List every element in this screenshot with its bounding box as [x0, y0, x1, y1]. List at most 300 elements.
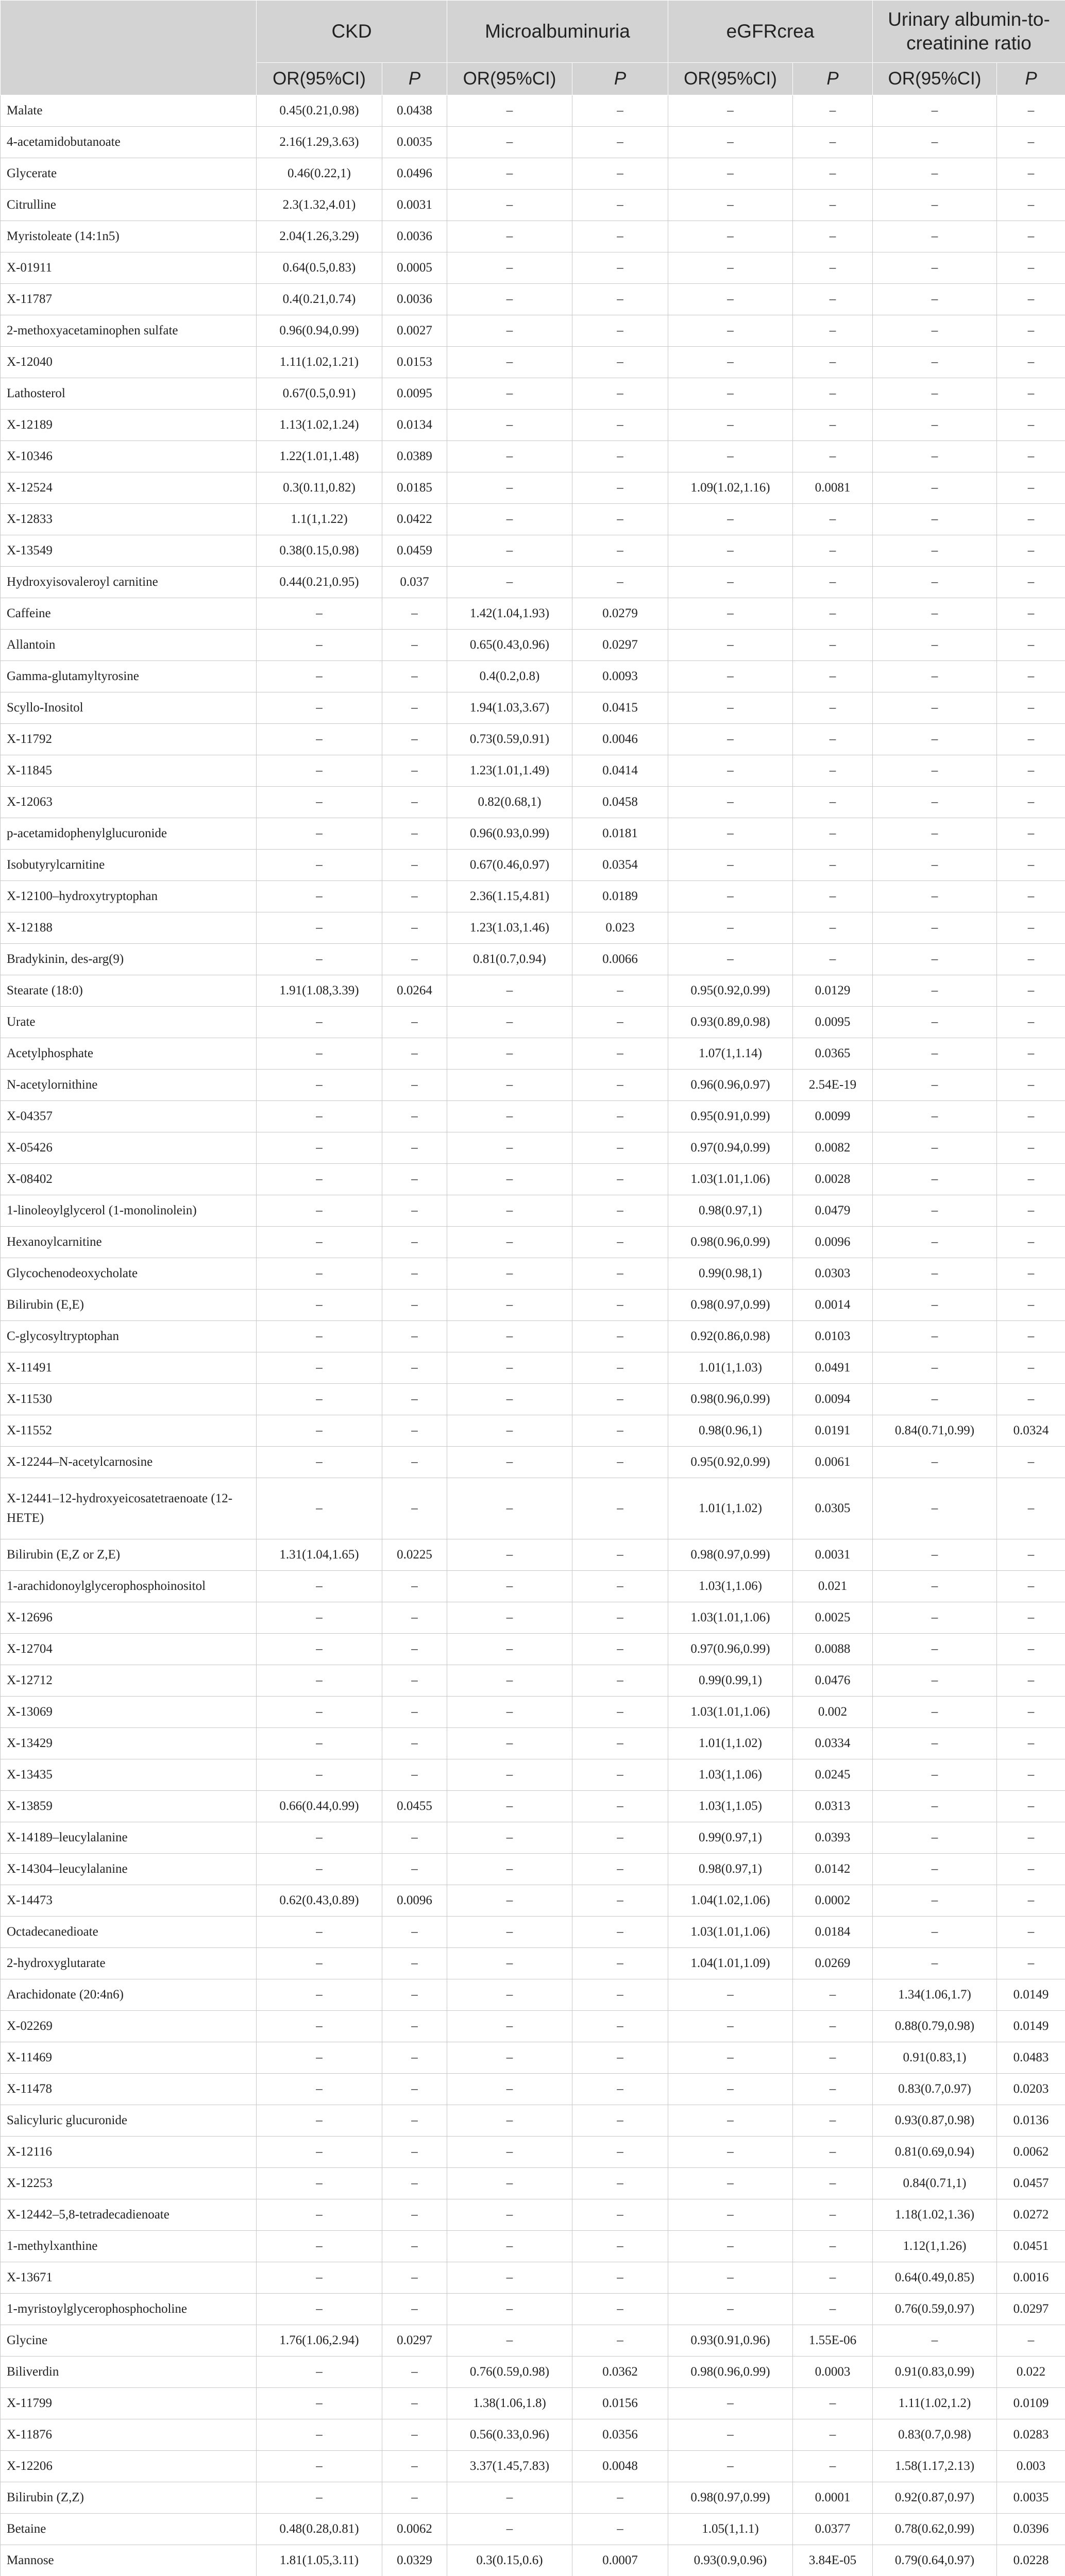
microalbuminuria-p-cell: – [572, 1634, 668, 1665]
ckd-or-cell: 1.31(1.04,1.65) [257, 1539, 382, 1571]
table-row [1, 724, 1065, 755]
metabolite-name-cell: X-12253 [1, 2168, 257, 2199]
uacr-or-cell: – [873, 504, 997, 535]
egfrcrea-or-cell: 0.93(0.89,0.98) [668, 1007, 793, 1038]
egfrcrea-or-cell: 1.03(1,1.06) [668, 1759, 793, 1791]
egfrcrea-or-cell: – [668, 410, 793, 441]
uacr-p-cell: 0.0272 [997, 2199, 1065, 2231]
ckd-or-cell: – [257, 881, 382, 912]
table-row [1, 2419, 1065, 2451]
table-row [1, 1164, 1065, 1195]
egfrcrea-or-cell: 1.04(1.02,1.06) [668, 1885, 793, 1917]
egfrcrea-or-cell: 1.03(1,1.05) [668, 1791, 793, 1822]
uacr-p-cell: – [997, 881, 1065, 912]
uacr-p-cell: – [997, 1101, 1065, 1132]
ckd-or-cell: – [257, 724, 382, 755]
ckd-or-cell: – [257, 2137, 382, 2168]
egfrcrea-or-cell: – [668, 2451, 793, 2482]
uacr-p-cell: 0.0297 [997, 2294, 1065, 2325]
uacr-p-cell: – [997, 95, 1065, 127]
table-row [1, 1447, 1065, 1478]
table-row [1, 284, 1065, 315]
metabolite-name-cell: Stearate (18:0) [1, 975, 257, 1007]
microalbuminuria-or-cell: – [447, 1791, 572, 1822]
microalbuminuria-p-cell: – [572, 284, 668, 315]
ckd-or-cell: 0.3(0.11,0.82) [257, 472, 382, 504]
uacr-or-cell: – [873, 472, 997, 504]
egfrcrea-or-cell: 0.98(0.97,0.99) [668, 2482, 793, 2514]
metabolite-name-cell: X-13429 [1, 1728, 257, 1759]
ckd-or-cell: – [257, 1352, 382, 1384]
metabolite-name-cell: Arachidonate (20:4n6) [1, 1979, 257, 2011]
uacr-p-cell: – [997, 472, 1065, 504]
table-row [1, 1979, 1065, 2011]
egfrcrea-p-cell: – [793, 535, 873, 567]
ckd-p-cell: – [382, 1101, 447, 1132]
ckd-or-cell: 0.45(0.21,0.98) [257, 95, 382, 127]
microalbuminuria-or-cell: – [447, 1728, 572, 1759]
microalbuminuria-or-cell: 1.23(1.01,1.49) [447, 755, 572, 787]
egfrcrea-p-cell: – [793, 2137, 873, 2168]
metabolite-name-cell: X-12116 [1, 2137, 257, 2168]
table-row [1, 95, 1065, 127]
ckd-p-cell: – [382, 850, 447, 881]
microalbuminuria-or-cell: – [447, 1854, 572, 1885]
ckd-p-cell: – [382, 1571, 447, 1602]
uacr-p-cell: – [997, 787, 1065, 818]
egfrcrea-p-cell: 0.0028 [793, 1164, 873, 1195]
metabolite-name-cell: 4-acetamidobutanoate [1, 127, 257, 158]
egfrcrea-p-cell: 0.0305 [793, 1478, 873, 1539]
uacr-p-cell: – [997, 1759, 1065, 1791]
ckd-p-cell: – [382, 1759, 447, 1791]
metabolite-name-cell: X-13859 [1, 1791, 257, 1822]
uacr-or-cell: – [873, 1822, 997, 1854]
uacr-or-cell: – [873, 818, 997, 850]
ckd-or-cell: – [257, 1258, 382, 1290]
metabolite-name-cell: Octadecanedioate [1, 1917, 257, 1948]
microalbuminuria-p-cell: – [572, 535, 668, 567]
uacr-or-cell: 0.83(0.7,0.97) [873, 2074, 997, 2105]
microalbuminuria-p-cell: 0.0007 [572, 2545, 668, 2576]
microalbuminuria-or-cell: – [447, 2514, 572, 2545]
ckd-p-cell: 0.0134 [382, 410, 447, 441]
uacr-or-cell: – [873, 1352, 997, 1384]
table-row [1, 1384, 1065, 1415]
metabolite-name-cell: Scyllo-Inositol [1, 692, 257, 724]
egfrcrea-p-cell: 0.0303 [793, 1258, 873, 1290]
microalbuminuria-p-cell: 0.0415 [572, 692, 668, 724]
egfrcrea-p-cell: – [793, 1979, 873, 2011]
metabolite-name-cell: Biliverdin [1, 2357, 257, 2388]
egfrcrea-or-cell: – [668, 2137, 793, 2168]
egfrcrea-p-cell: 0.0142 [793, 1854, 873, 1885]
ckd-or-cell: – [257, 787, 382, 818]
egfrcrea-p-cell: 3.84E-05 [793, 2545, 873, 2576]
microalbuminuria-or-cell: – [447, 2482, 572, 2514]
microalbuminuria-p-cell: – [572, 1917, 668, 1948]
microalbuminuria-or-cell: 1.38(1.06,1.8) [447, 2388, 572, 2419]
ckd-p-cell: 0.0031 [382, 190, 447, 221]
egfrcrea-p-cell: 2.54E-19 [793, 1070, 873, 1101]
microalbuminuria-or-cell: – [447, 1415, 572, 1447]
microalbuminuria-p-cell: – [572, 1447, 668, 1478]
uacr-or-cell: 0.78(0.62,0.99) [873, 2514, 997, 2545]
ckd-p-cell: – [382, 1822, 447, 1854]
ckd-or-cell: 0.48(0.28,0.81) [257, 2514, 382, 2545]
uacr-p-cell: – [997, 1948, 1065, 1979]
ckd-or-cell: 0.38(0.15,0.98) [257, 535, 382, 567]
egfrcrea-p-cell: – [793, 284, 873, 315]
table-row [1, 347, 1065, 378]
microalbuminuria-or-cell: 0.67(0.46,0.97) [447, 850, 572, 881]
ckd-or-cell: 1.22(1.01,1.48) [257, 441, 382, 472]
uacr-or-cell: – [873, 1038, 997, 1070]
egfrcrea-p-cell: 0.0082 [793, 1132, 873, 1164]
microalbuminuria-p-cell: – [572, 1352, 668, 1384]
microalbuminuria-or-cell: – [447, 1070, 572, 1101]
uacr-or-cell: – [873, 787, 997, 818]
microalbuminuria-p-cell: – [572, 410, 668, 441]
uacr-or-cell: 0.84(0.71,0.99) [873, 1415, 997, 1447]
metabolite-name-cell: Citrulline [1, 190, 257, 221]
table-row [1, 315, 1065, 347]
metabolite-name-cell: Hexanoylcarnitine [1, 1227, 257, 1258]
uacr-p-cell: – [997, 441, 1065, 472]
microalbuminuria-or-cell: 1.23(1.03,1.46) [447, 912, 572, 944]
microalbuminuria-or-cell: – [447, 2231, 572, 2262]
ckd-or-cell: 0.66(0.44,0.99) [257, 1791, 382, 1822]
metabolite-name-cell: Glycine [1, 2325, 257, 2357]
uacr-p-cell: – [997, 158, 1065, 190]
egfrcrea-or-cell: 0.97(0.94,0.99) [668, 1132, 793, 1164]
metabolite-name-cell: X-12712 [1, 1665, 257, 1697]
microalbuminuria-or-cell: – [447, 1290, 572, 1321]
metabolite-name-cell: X-14304–leucylalanine [1, 1854, 257, 1885]
egfrcrea-p-cell: – [793, 2042, 873, 2074]
microalbuminuria-or-cell: – [447, 1602, 572, 1634]
table-row [1, 2514, 1065, 2545]
uacr-or-cell: – [873, 755, 997, 787]
ckd-p-cell: – [382, 1728, 447, 1759]
egfrcrea-or-cell: – [668, 1979, 793, 2011]
table-row [1, 1227, 1065, 1258]
ckd-p-cell: – [382, 2199, 447, 2231]
egfrcrea-or-cell: 1.03(1.01,1.06) [668, 1917, 793, 1948]
uacr-p-cell: 0.0016 [997, 2262, 1065, 2294]
microalbuminuria-or-cell: – [447, 1697, 572, 1728]
ckd-p-cell: – [382, 1697, 447, 1728]
microalbuminuria-or-cell: – [447, 1164, 572, 1195]
ckd-or-cell: – [257, 1195, 382, 1227]
egfrcrea-p-cell: – [793, 2388, 873, 2419]
microalbuminuria-or-cell: – [447, 315, 572, 347]
table-row [1, 1539, 1065, 1571]
ckd-or-cell: – [257, 598, 382, 630]
uacr-p-cell: – [997, 1885, 1065, 1917]
egfrcrea-p-cell: 0.0313 [793, 1791, 873, 1822]
microalbuminuria-p-cell: – [572, 1195, 668, 1227]
table-row [1, 2357, 1065, 2388]
metabolite-name-cell: X-11552 [1, 1415, 257, 1447]
egfrcrea-or-cell: – [668, 787, 793, 818]
ckd-or-cell: – [257, 1038, 382, 1070]
egfrcrea-or-cell: – [668, 2419, 793, 2451]
egfrcrea-p-cell: 0.0393 [793, 1822, 873, 1854]
egfrcrea-or-cell: 0.99(0.99,1) [668, 1665, 793, 1697]
ckd-or-cell: – [257, 755, 382, 787]
ckd-or-cell: – [257, 2011, 382, 2042]
uacr-or-cell: 1.11(1.02,1.2) [873, 2388, 997, 2419]
microalbuminuria-or-cell: 0.76(0.59,0.98) [447, 2357, 572, 2388]
egfrcrea-p-cell: 0.0031 [793, 1539, 873, 1571]
metabolite-name-cell: X-11478 [1, 2074, 257, 2105]
egfrcrea-or-cell: 0.99(0.97,1) [668, 1822, 793, 1854]
uacr-p-cell: – [997, 221, 1065, 252]
egfrcrea-p-cell: 0.0002 [793, 1885, 873, 1917]
microalbuminuria-p-cell: – [572, 1979, 668, 2011]
egfrcrea-or-cell: – [668, 221, 793, 252]
uacr-p-cell: 0.0109 [997, 2388, 1065, 2419]
uacr-or-cell: – [873, 158, 997, 190]
egfrcrea-p-cell: – [793, 2262, 873, 2294]
ckd-or-cell: 0.96(0.94,0.99) [257, 315, 382, 347]
ckd-or-cell: – [257, 1007, 382, 1038]
ckd-p-cell: – [382, 1478, 447, 1539]
uacr-or-cell: – [873, 535, 997, 567]
ckd-or-cell: 1.91(1.08,3.39) [257, 975, 382, 1007]
uacr-p-cell: – [997, 2325, 1065, 2357]
egfrcrea-p-cell: 0.0191 [793, 1415, 873, 1447]
uacr-p-cell: – [997, 1447, 1065, 1478]
metabolite-name-cell: Acetylphosphate [1, 1038, 257, 1070]
uacr-or-cell: – [873, 724, 997, 755]
uacr-or-cell: – [873, 1539, 997, 1571]
egfrcrea-or-cell: – [668, 944, 793, 975]
microalbuminuria-p-cell: – [572, 252, 668, 284]
microalbuminuria-p-cell: – [572, 95, 668, 127]
uacr-or-cell: – [873, 190, 997, 221]
microalbuminuria-or-cell: – [447, 378, 572, 410]
metabolite-name-cell: X-05426 [1, 1132, 257, 1164]
microalbuminuria-p-cell: – [572, 472, 668, 504]
microalbuminuria-or-cell: – [447, 2294, 572, 2325]
ckd-p-cell: – [382, 1948, 447, 1979]
microalbuminuria-p-cell: – [572, 1321, 668, 1352]
microalbuminuria-p-cell: – [572, 1227, 668, 1258]
egfrcrea-or-cell: 0.98(0.97,1) [668, 1195, 793, 1227]
uacr-or-cell: – [873, 692, 997, 724]
table-row [1, 598, 1065, 630]
metabolite-name-cell: Isobutyrylcarnitine [1, 850, 257, 881]
egfrcrea-p-cell: – [793, 2419, 873, 2451]
ckd-p-cell: – [382, 2168, 447, 2199]
egfrcrea-p-cell: 0.021 [793, 1571, 873, 1602]
uacr-or-cell: – [873, 1917, 997, 1948]
uacr-p-cell: 0.0283 [997, 2419, 1065, 2451]
table-row [1, 975, 1065, 1007]
ckd-or-cell: – [257, 2388, 382, 2419]
table-row [1, 2325, 1065, 2357]
egfrcrea-or-cell: – [668, 252, 793, 284]
egfrcrea-or-cell: – [668, 2168, 793, 2199]
egfrcrea-p-cell: 0.0184 [793, 1917, 873, 1948]
egfrcrea-p-cell: – [793, 850, 873, 881]
microalbuminuria-p-cell: – [572, 1007, 668, 1038]
ckd-or-cell: – [257, 1321, 382, 1352]
egfrcrea-or-cell: 0.98(0.97,0.99) [668, 1290, 793, 1321]
table-row [1, 1948, 1065, 1979]
microalbuminuria-or-cell: – [447, 441, 572, 472]
ckd-or-cell: – [257, 2357, 382, 2388]
egfrcrea-p-cell: 0.0095 [793, 1007, 873, 1038]
ckd-or-cell: – [257, 630, 382, 661]
ckd-or-cell: – [257, 1101, 382, 1132]
uacr-p-cell: 0.0136 [997, 2105, 1065, 2137]
table-row [1, 1007, 1065, 1038]
egfrcrea-or-cell: – [668, 2294, 793, 2325]
table-row [1, 1791, 1065, 1822]
p-header: P [572, 63, 668, 95]
egfrcrea-or-cell: – [668, 630, 793, 661]
uacr-p-cell: – [997, 755, 1065, 787]
table-row [1, 1571, 1065, 1602]
table-row [1, 1321, 1065, 1352]
microalbuminuria-or-cell: – [447, 1227, 572, 1258]
metabolite-name-cell: 2-hydroxyglutarate [1, 1948, 257, 1979]
egfrcrea-p-cell: – [793, 724, 873, 755]
uacr-p-cell: – [997, 1728, 1065, 1759]
table-row [1, 535, 1065, 567]
uacr-p-cell: – [997, 661, 1065, 692]
uacr-p-cell: – [997, 1854, 1065, 1885]
microalbuminuria-or-cell: – [447, 1132, 572, 1164]
uacr-p-cell: – [997, 598, 1065, 630]
microalbuminuria-or-cell: – [447, 347, 572, 378]
uacr-or-cell: – [873, 661, 997, 692]
table-row [1, 755, 1065, 787]
table-row [1, 2262, 1065, 2294]
table-row [1, 850, 1065, 881]
microalbuminuria-p-cell: 0.0156 [572, 2388, 668, 2419]
uacr-p-cell: – [997, 850, 1065, 881]
microalbuminuria-or-cell: – [447, 1634, 572, 1665]
microalbuminuria-p-cell: – [572, 975, 668, 1007]
uacr-or-cell: – [873, 1101, 997, 1132]
ckd-p-cell: – [382, 1321, 447, 1352]
egfrcrea-p-cell: – [793, 2074, 873, 2105]
egfrcrea-p-cell: – [793, 158, 873, 190]
microalbuminuria-p-cell: – [572, 2137, 668, 2168]
uacr-p-cell: 0.0457 [997, 2168, 1065, 2199]
ckd-or-cell: – [257, 1447, 382, 1478]
uacr-or-cell: 0.84(0.71,1) [873, 2168, 997, 2199]
egfrcrea-p-cell: – [793, 692, 873, 724]
egfrcrea-or-cell: – [668, 2105, 793, 2137]
or-header: OR(95%CI) [257, 63, 382, 95]
egfrcrea-or-cell: – [668, 315, 793, 347]
table-row [1, 1290, 1065, 1321]
table-row [1, 818, 1065, 850]
egfrcrea-p-cell: – [793, 315, 873, 347]
metabolite-name-cell: X-12704 [1, 1634, 257, 1665]
table-row [1, 504, 1065, 535]
microalbuminuria-or-cell: – [447, 1007, 572, 1038]
metabolite-name-cell: X-14473 [1, 1885, 257, 1917]
uacr-p-cell: 0.0324 [997, 1415, 1065, 1447]
uacr-or-cell: – [873, 441, 997, 472]
uacr-or-cell: – [873, 284, 997, 315]
ckd-or-cell: – [257, 1290, 382, 1321]
uacr-p-cell: – [997, 1791, 1065, 1822]
metabolite-name-cell: X-11787 [1, 284, 257, 315]
ckd-p-cell: 0.0438 [382, 95, 447, 127]
uacr-or-cell: 0.91(0.83,0.99) [873, 2357, 997, 2388]
ckd-p-cell: – [382, 1602, 447, 1634]
p-header: P [997, 63, 1065, 95]
microalbuminuria-or-cell: – [447, 221, 572, 252]
egfrcrea-or-cell: 0.98(0.96,1) [668, 1415, 793, 1447]
egfrcrea-or-cell: – [668, 95, 793, 127]
egfrcrea-p-cell: 0.0245 [793, 1759, 873, 1791]
ckd-p-cell: – [382, 1164, 447, 1195]
egfrcrea-or-cell: 1.03(1.01,1.06) [668, 1164, 793, 1195]
microalbuminuria-or-cell: – [447, 410, 572, 441]
egfrcrea-p-cell: 0.0081 [793, 472, 873, 504]
microalbuminuria-or-cell: – [447, 1195, 572, 1227]
ckd-p-cell: 0.0036 [382, 284, 447, 315]
ckd-or-cell: – [257, 2074, 382, 2105]
metabolite-name-cell: X-12100–hydroxytryptophan [1, 881, 257, 912]
egfrcrea-p-cell: 0.0377 [793, 2514, 873, 2545]
ckd-p-cell: – [382, 2482, 447, 2514]
metabolite-name-cell: 2-methoxyacetaminophen sulfate [1, 315, 257, 347]
uacr-p-cell: – [997, 1917, 1065, 1948]
microalbuminuria-p-cell: – [572, 1070, 668, 1101]
uacr-p-cell: 0.0062 [997, 2137, 1065, 2168]
egfrcrea-or-cell: 1.03(1.01,1.06) [668, 1697, 793, 1728]
ckd-p-cell: – [382, 2137, 447, 2168]
metabolite-name-cell: X-11792 [1, 724, 257, 755]
egfrcrea-or-cell: – [668, 2231, 793, 2262]
metabolite-name-cell: X-12063 [1, 787, 257, 818]
ckd-or-cell: 2.16(1.29,3.63) [257, 127, 382, 158]
metabolite-name-cell: X-14189–leucylalanine [1, 1822, 257, 1854]
table-row [1, 127, 1065, 158]
ckd-p-cell: – [382, 787, 447, 818]
metabolite-name-cell: X-11845 [1, 755, 257, 787]
or-header: OR(95%CI) [668, 63, 793, 95]
egfrcrea-p-cell: 0.0003 [793, 2357, 873, 2388]
egfrcrea-p-cell: – [793, 598, 873, 630]
table-row [1, 2105, 1065, 2137]
table-row [1, 1195, 1065, 1227]
uacr-p-cell: – [997, 1007, 1065, 1038]
egfrcrea-or-cell: 0.92(0.86,0.98) [668, 1321, 793, 1352]
ckd-or-cell: 0.44(0.21,0.95) [257, 567, 382, 598]
microalbuminuria-or-cell: – [447, 284, 572, 315]
metabolite-name-cell: X-13069 [1, 1697, 257, 1728]
microalbuminuria-or-cell: – [447, 2074, 572, 2105]
egfrcrea-p-cell: 0.002 [793, 1697, 873, 1728]
ckd-p-cell: – [382, 1634, 447, 1665]
egfrcrea-p-cell: – [793, 630, 873, 661]
metabolite-name-cell: X-04357 [1, 1101, 257, 1132]
microalbuminuria-p-cell: – [572, 158, 668, 190]
uacr-p-cell: – [997, 630, 1065, 661]
ckd-p-cell: – [382, 1665, 447, 1697]
metabolite-name-cell: X-12833 [1, 504, 257, 535]
